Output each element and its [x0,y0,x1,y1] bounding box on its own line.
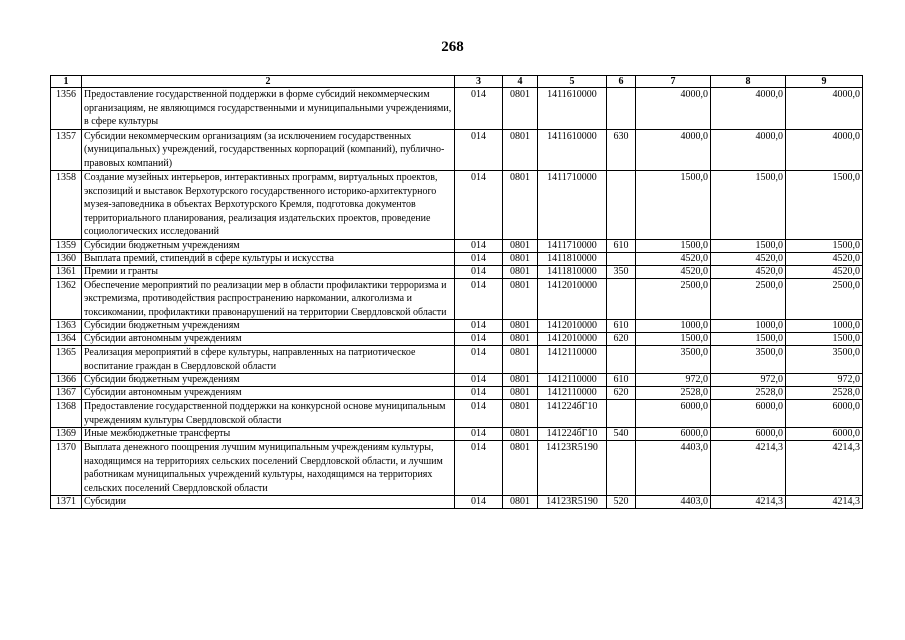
row-ministry-code: 014 [455,346,503,374]
row-amount-col9: 4214,3 [786,441,863,496]
table-row [51,387,863,400]
table-row [51,239,863,252]
table-row [51,320,863,333]
row-amount-col8: 972,0 [711,374,786,387]
row-section-code: 0801 [503,400,538,428]
row-section-code: 0801 [503,428,538,441]
row-ministry-code: 014 [455,333,503,346]
row-amount-col9: 4214,3 [786,496,863,509]
row-amount-col7: 2500,0 [636,278,711,320]
row-amount-col7: 3500,0 [636,346,711,374]
row-description: Субсидии бюджетным учреждениям [82,239,455,252]
row-expense-type [607,346,636,374]
row-amount-col8: 2528,0 [711,387,786,400]
row-target-code: 1412110000 [538,346,607,374]
row-amount-col8: 1500,0 [711,239,786,252]
row-description: Субсидии автономным учреждениям [82,333,455,346]
row-description: Выплата премий, стипендий в сфере культуры и искусства [82,252,455,265]
col-header: 4 [503,76,538,88]
row-target-code: 1412010000 [538,320,607,333]
row-amount-col9: 1500,0 [786,171,863,240]
row-amount-col8: 4000,0 [711,129,786,171]
row-target-code: 1411610000 [538,129,607,171]
row-target-code: 14123R5190 [538,441,607,496]
col-header: 2 [82,76,455,88]
row-amount-col7: 1500,0 [636,171,711,240]
row-description: Выплата денежного поощрения лучшим муниципальным учреждениям культуры, находящимся на территориях сельских поселений Свердловской области, и лучшим работникам муниципальных учреждений культуры, находящимся на территориях сельских поселений Свердловской области [82,441,455,496]
row-ministry-code: 014 [455,278,503,320]
row-expense-type: 620 [607,333,636,346]
row-expense-type: 610 [607,374,636,387]
row-amount-col9: 1500,0 [786,239,863,252]
row-amount-col8: 1500,0 [711,333,786,346]
row-ministry-code: 014 [455,496,503,509]
row-amount-col9: 1000,0 [786,320,863,333]
row-amount-col7: 4520,0 [636,265,711,278]
row-ministry-code: 014 [455,252,503,265]
row-section-code: 0801 [503,265,538,278]
row-amount-col7: 4403,0 [636,441,711,496]
row-description: Иные межбюджетные трансферты [82,428,455,441]
row-target-code: 1412110000 [538,387,607,400]
row-number: 1359 [51,239,82,252]
table-row [51,252,863,265]
row-expense-type [607,171,636,240]
row-amount-col7: 4000,0 [636,129,711,171]
row-number: 1367 [51,387,82,400]
table-row [51,374,863,387]
row-amount-col9: 3500,0 [786,346,863,374]
col-header: 8 [711,76,786,88]
row-number: 1371 [51,496,82,509]
row-amount-col7: 4000,0 [636,88,711,130]
row-expense-type: 610 [607,239,636,252]
table-row [51,129,863,171]
row-number: 1366 [51,374,82,387]
row-target-code: 141224бГ10 [538,400,607,428]
row-amount-col8: 4520,0 [711,265,786,278]
row-target-code: 141224бГ10 [538,428,607,441]
row-amount-col8: 6000,0 [711,428,786,441]
row-amount-col8: 1000,0 [711,320,786,333]
row-amount-col7: 1500,0 [636,333,711,346]
row-description: Предоставление государственной поддержки в форме субсидий некоммерческим организациям, не являющимся государственными и муниципальными учреждениями, в сфере культуры [82,88,455,130]
row-section-code: 0801 [503,129,538,171]
row-expense-type: 520 [607,496,636,509]
row-section-code: 0801 [503,278,538,320]
row-expense-type [607,88,636,130]
row-amount-col9: 6000,0 [786,400,863,428]
row-amount-col8: 6000,0 [711,400,786,428]
row-expense-type [607,441,636,496]
row-amount-col7: 6000,0 [636,428,711,441]
row-section-code: 0801 [503,374,538,387]
row-expense-type [607,252,636,265]
col-header: 6 [607,76,636,88]
row-amount-col7: 6000,0 [636,400,711,428]
row-amount-col9: 4520,0 [786,252,863,265]
table-row [51,265,863,278]
row-amount-col9: 4000,0 [786,88,863,130]
row-target-code: 1411710000 [538,171,607,240]
row-number: 1356 [51,88,82,130]
row-amount-col7: 1000,0 [636,320,711,333]
table-row [51,496,863,509]
row-target-code: 1412110000 [538,374,607,387]
row-section-code: 0801 [503,441,538,496]
row-number: 1363 [51,320,82,333]
row-amount-col9: 6000,0 [786,428,863,441]
table-row [51,88,863,130]
page-number: 268 [441,39,464,55]
table-row [51,346,863,374]
header-row [51,76,863,88]
row-section-code: 0801 [503,239,538,252]
row-amount-col7: 1500,0 [636,239,711,252]
row-description: Реализация мероприятий в сфере культуры, направленных на патриотическое воспитание граждан в Свердловской области [82,346,455,374]
row-expense-type [607,400,636,428]
row-ministry-code: 014 [455,441,503,496]
row-number: 1357 [51,129,82,171]
row-amount-col8: 3500,0 [711,346,786,374]
row-amount-col8: 4520,0 [711,252,786,265]
row-ministry-code: 014 [455,129,503,171]
row-description: Субсидии некоммерческим организациям (за исключением государственных (муниципальных) учреждений, государственных корпораций (компаний), публично-правовых компаний) [82,129,455,171]
row-target-code: 1411610000 [538,88,607,130]
row-number: 1360 [51,252,82,265]
row-amount-col7: 4520,0 [636,252,711,265]
row-description: Обеспечение мероприятий по реализации мер в области профилактики терроризма и экстремизма, противодействия распространению наркомании, алкоголизма и токсикомании, профилактики правонарушений на территории Свердловской области [82,278,455,320]
row-target-code: 14123R5190 [538,496,607,509]
col-header: 9 [786,76,863,88]
row-amount-col9: 1500,0 [786,333,863,346]
table-row [51,441,863,496]
col-header: 1 [51,76,82,88]
row-number: 1364 [51,333,82,346]
row-ministry-code: 014 [455,88,503,130]
row-description: Субсидии бюджетным учреждениям [82,374,455,387]
row-amount-col9: 4000,0 [786,129,863,171]
row-expense-type: 540 [607,428,636,441]
row-section-code: 0801 [503,333,538,346]
row-amount-col7: 2528,0 [636,387,711,400]
row-section-code: 0801 [503,320,538,333]
row-section-code: 0801 [503,387,538,400]
row-number: 1368 [51,400,82,428]
row-section-code: 0801 [503,171,538,240]
row-amount-col9: 2500,0 [786,278,863,320]
row-expense-type: 620 [607,387,636,400]
col-header: 3 [455,76,503,88]
row-amount-col8: 4000,0 [711,88,786,130]
row-target-code: 1412010000 [538,278,607,320]
row-target-code: 1411710000 [538,239,607,252]
row-section-code: 0801 [503,496,538,509]
row-description: Субсидии автономным учреждениям [82,387,455,400]
row-expense-type [607,278,636,320]
table-row [51,278,863,320]
row-description: Предоставление государственной поддержки на конкурсной основе муниципальным учреждениям культуры Свердловской области [82,400,455,428]
row-section-code: 0801 [503,252,538,265]
row-description: Субсидии [82,496,455,509]
row-description: Создание музейных интерьеров, интерактивных программ, виртуальных проектов, экспозиций и выставок Верхотурского государственного историко-архитектурного музея-заповедника в объектах Верхотурского Кремля, подготовка документов территориального планирования, реализация издательских проектов, проведение социологических исследований [82,171,455,240]
row-amount-col9: 972,0 [786,374,863,387]
row-amount-col9: 4520,0 [786,265,863,278]
row-number: 1370 [51,441,82,496]
table-row [51,400,863,428]
row-section-code: 0801 [503,88,538,130]
row-ministry-code: 014 [455,171,503,240]
row-target-code: 1411810000 [538,252,607,265]
row-ministry-code: 014 [455,320,503,333]
row-section-code: 0801 [503,346,538,374]
row-number: 1362 [51,278,82,320]
row-amount-col8: 4214,3 [711,441,786,496]
row-expense-type: 350 [607,265,636,278]
row-amount-col8: 1500,0 [711,171,786,240]
col-header: 7 [636,76,711,88]
row-number: 1358 [51,171,82,240]
row-expense-type: 630 [607,129,636,171]
row-description: Субсидии бюджетным учреждениям [82,320,455,333]
table-row [51,333,863,346]
row-ministry-code: 014 [455,239,503,252]
budget-table [50,75,863,509]
row-amount-col8: 4214,3 [711,496,786,509]
row-ministry-code: 014 [455,374,503,387]
row-number: 1369 [51,428,82,441]
row-ministry-code: 014 [455,400,503,428]
row-number: 1365 [51,346,82,374]
row-amount-col7: 4403,0 [636,496,711,509]
table-row [51,428,863,441]
row-number: 1361 [51,265,82,278]
row-amount-col7: 972,0 [636,374,711,387]
row-description: Премии и гранты [82,265,455,278]
row-amount-col8: 2500,0 [711,278,786,320]
row-ministry-code: 014 [455,265,503,278]
table-row [51,171,863,240]
row-amount-col9: 2528,0 [786,387,863,400]
row-target-code: 1411810000 [538,265,607,278]
col-header: 5 [538,76,607,88]
row-target-code: 1412010000 [538,333,607,346]
row-expense-type: 610 [607,320,636,333]
row-ministry-code: 014 [455,428,503,441]
row-ministry-code: 014 [455,387,503,400]
